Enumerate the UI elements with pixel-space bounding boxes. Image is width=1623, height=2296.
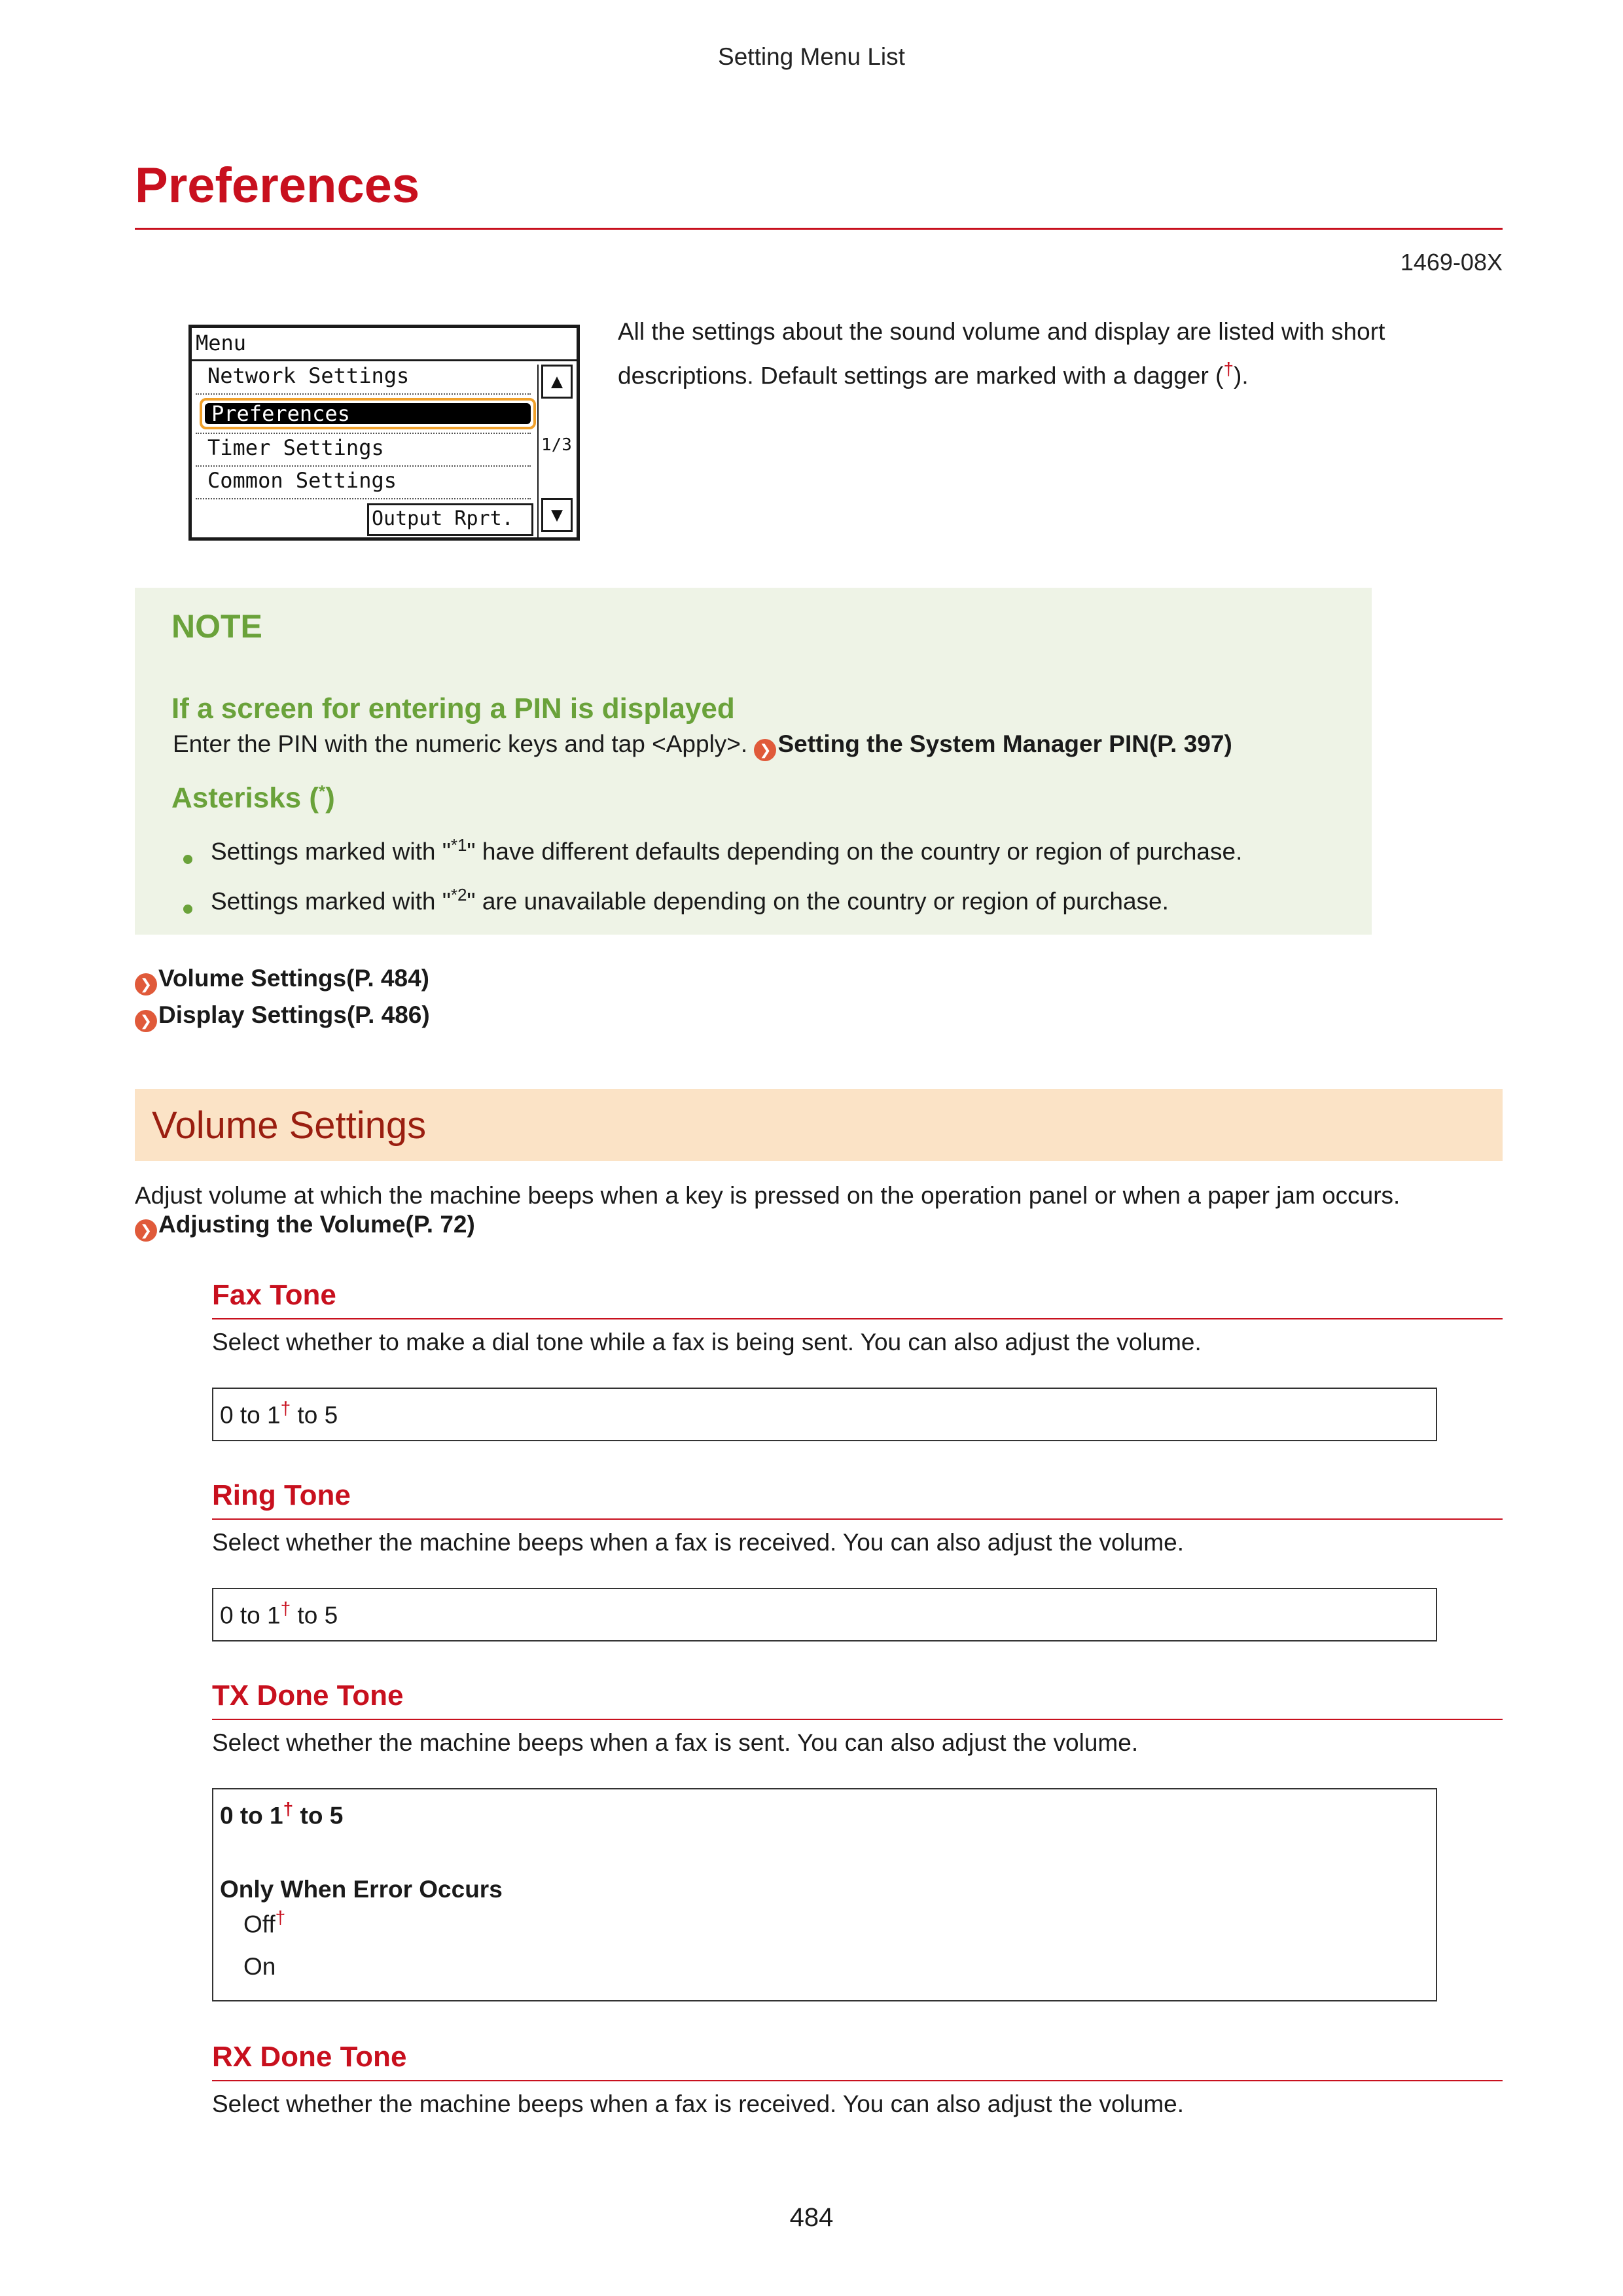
note-pin-body: Enter the PIN with the numeric keys and tap <Apply>. bbox=[173, 730, 755, 757]
link-label[interactable]: Display Settings(P. 486) bbox=[158, 1001, 430, 1028]
asterisk-mark: * bbox=[319, 781, 326, 801]
link-label[interactable]: Adjusting the Volume(P. 72) bbox=[158, 1211, 475, 1238]
lcd-item-timer-settings: Timer Settings bbox=[207, 435, 384, 460]
link-arrow-icon: ❯ bbox=[135, 973, 157, 996]
dagger-icon: † bbox=[280, 1398, 291, 1418]
range-start: 0 to 1 bbox=[220, 1802, 283, 1829]
heading-rule bbox=[212, 1719, 1503, 1720]
bullet-icon bbox=[183, 905, 192, 914]
lcd-item-preferences: Preferences bbox=[211, 401, 350, 426]
setting-heading-ring-tone: Ring Tone bbox=[212, 1479, 351, 1511]
bullet-icon bbox=[183, 855, 192, 864]
link-arrow-icon: ❯ bbox=[754, 739, 776, 761]
heading-rule bbox=[212, 1318, 1503, 1319]
heading-rule bbox=[212, 2080, 1503, 2081]
dagger-icon: † bbox=[275, 1907, 286, 1928]
asterisks-heading-close: ) bbox=[325, 781, 335, 814]
option-range bbox=[220, 1799, 343, 1829]
lcd-item-preferences-selected bbox=[200, 398, 536, 429]
lcd-menu-screen bbox=[188, 325, 580, 541]
note-pin-heading: If a screen for entering a PIN is displayed bbox=[171, 692, 735, 725]
up-arrow-icon: ▲ bbox=[541, 365, 573, 399]
link-arrow-icon: ❯ bbox=[135, 1010, 157, 1032]
setting-description: Select whether the machine beeps when a fax is received. You can also adjust the volume. bbox=[212, 1529, 1185, 1556]
lcd-page-indicator: 1/3 bbox=[541, 435, 572, 455]
note-asterisks-heading bbox=[171, 781, 335, 815]
link-display-settings[interactable] bbox=[135, 1001, 430, 1032]
range-end: to 5 bbox=[291, 1401, 338, 1429]
document-id: 1469-08X bbox=[1400, 249, 1503, 276]
link-arrow-icon: ❯ bbox=[135, 1219, 157, 1242]
bullet-text: " are unavailable depending on the country or region of purchase. bbox=[467, 888, 1169, 915]
setting-heading-rx-done-tone: RX Done Tone bbox=[212, 2041, 407, 2073]
asterisks-heading-text: Asterisks ( bbox=[171, 781, 319, 814]
dagger-icon: † bbox=[283, 1799, 294, 1819]
lcd-selection-highlight bbox=[205, 403, 531, 424]
note-title: NOTE bbox=[171, 608, 262, 645]
asterisk-mark: *1 bbox=[450, 835, 467, 855]
lcd-divider bbox=[192, 359, 577, 361]
running-header: Setting Menu List bbox=[718, 43, 905, 70]
pin-link[interactable]: Setting the System Manager PIN(P. 397) bbox=[777, 730, 1232, 757]
setting-heading-tx-done-tone: TX Done Tone bbox=[212, 1679, 404, 1712]
lcd-divider bbox=[196, 498, 531, 499]
setting-heading-fax-tone: Fax Tone bbox=[212, 1279, 336, 1311]
note-box bbox=[135, 588, 1372, 935]
setting-description: Select whether the machine beeps when a fax is received. You can also adjust the volume. bbox=[212, 2090, 1185, 2117]
down-arrow-icon: ▼ bbox=[541, 498, 573, 532]
option-box-fax-tone bbox=[212, 1388, 1437, 1441]
intro-text: All the settings about the sound volume and display are listed with short descriptions. Default settings are marked with a dagger ( bbox=[618, 318, 1385, 389]
section-description: Adjust volume at which the machine beeps when a key is pressed on the operation panel or when a paper jam occurs. bbox=[135, 1182, 1400, 1209]
dagger-icon: † bbox=[1223, 359, 1234, 379]
lcd-title: Menu bbox=[196, 331, 247, 355]
bullet-text: Settings marked with " bbox=[211, 888, 451, 915]
bullet-text: Settings marked with " bbox=[211, 838, 451, 865]
option-sub-heading: Only When Error Occurs bbox=[220, 1876, 503, 1903]
note-bullet-1 bbox=[211, 835, 1363, 865]
note-pin-text bbox=[173, 730, 1351, 761]
setting-description: Select whether to make a dial tone while a fax is being sent. You can also adjust the volume. bbox=[212, 1329, 1202, 1355]
option-box-ring-tone bbox=[212, 1588, 1437, 1641]
link-label[interactable]: Volume Settings(P. 484) bbox=[158, 965, 429, 992]
page-title: Preferences bbox=[135, 158, 420, 213]
lcd-divider bbox=[196, 393, 531, 395]
link-volume-settings[interactable] bbox=[135, 965, 429, 996]
link-adjusting-volume[interactable] bbox=[135, 1211, 475, 1242]
lcd-item-common-settings: Common Settings bbox=[207, 468, 397, 493]
output-report-button: Output Rprt. bbox=[367, 503, 533, 536]
note-bullet-2 bbox=[211, 885, 1363, 915]
range-end: to 5 bbox=[291, 1602, 338, 1629]
title-rule bbox=[135, 228, 1503, 230]
heading-rule bbox=[212, 1518, 1503, 1520]
option-on: On bbox=[243, 1953, 276, 1980]
option-range bbox=[220, 1398, 338, 1429]
range-start: 0 to 1 bbox=[220, 1602, 281, 1629]
intro-text-end: ). bbox=[1234, 362, 1249, 389]
page-number: 484 bbox=[789, 2203, 834, 2232]
intro-paragraph bbox=[618, 313, 1508, 394]
option-off bbox=[243, 1907, 285, 1938]
option-box-tx-done-tone bbox=[212, 1788, 1437, 2001]
option-label: Off bbox=[243, 1910, 276, 1938]
lcd-divider bbox=[196, 433, 531, 434]
dagger-icon: † bbox=[280, 1598, 291, 1619]
lcd-scrollbar bbox=[537, 365, 573, 537]
section-title: Volume Settings bbox=[152, 1104, 427, 1147]
bullet-text: " have different defaults depending on the country or region of purchase. bbox=[467, 838, 1243, 865]
lcd-item-network-settings: Network Settings bbox=[207, 363, 410, 388]
range-start: 0 to 1 bbox=[220, 1401, 281, 1429]
option-range bbox=[220, 1598, 338, 1629]
range-end: to 5 bbox=[293, 1802, 344, 1829]
asterisk-mark: *2 bbox=[450, 885, 467, 905]
setting-description: Select whether the machine beeps when a fax is sent. You can also adjust the volume. bbox=[212, 1729, 1139, 1756]
lcd-divider bbox=[196, 465, 531, 467]
